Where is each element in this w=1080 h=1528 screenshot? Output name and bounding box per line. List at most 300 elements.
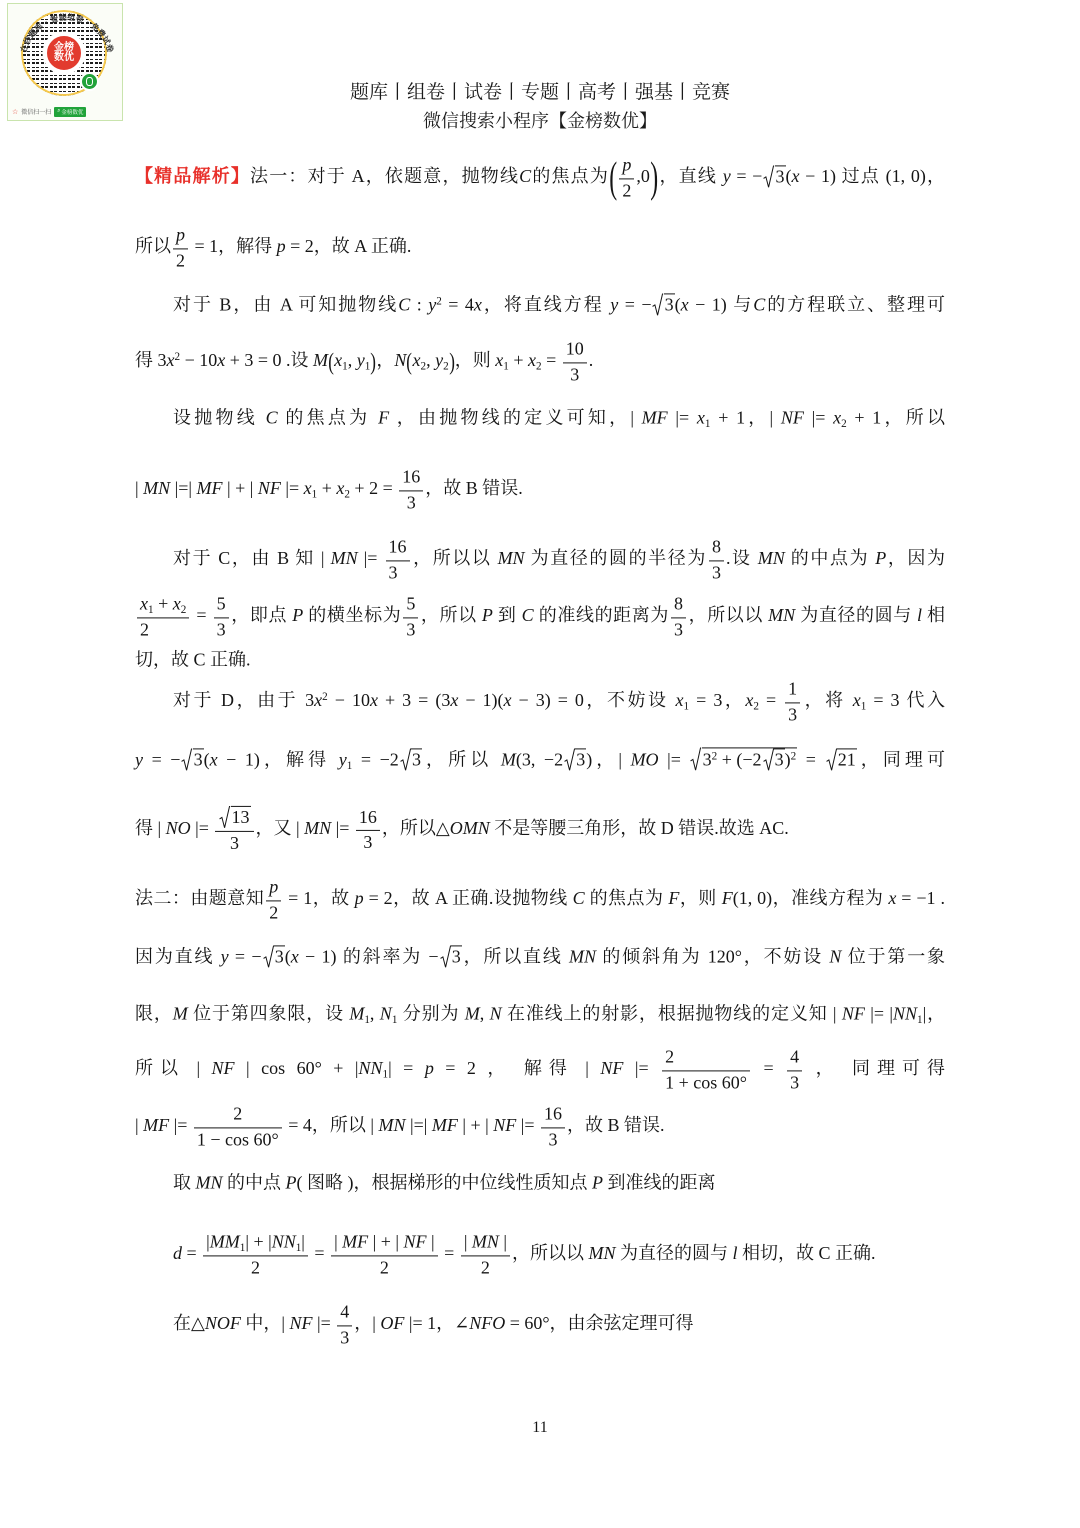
text-run: + — [317, 478, 337, 499]
text-run: + (−2 — [717, 749, 762, 770]
math-variable: x — [336, 478, 345, 499]
fraction-denominator — [214, 618, 229, 641]
text-run: = 2，故 A 正确.设抛物线 — [363, 888, 573, 909]
text-run: 在△ — [173, 1313, 205, 1334]
text-run: |= — [667, 407, 697, 428]
math-variable: P — [285, 1172, 297, 1193]
fraction — [461, 1231, 510, 1278]
subscript: 1 — [148, 603, 154, 616]
subscript: 1 — [704, 417, 711, 430]
text-run: |=| — [170, 478, 197, 499]
text-run: − 1)，解得 — [217, 749, 339, 770]
text-run: = — [182, 1243, 202, 1264]
text-run: 3 — [790, 1072, 800, 1092]
fraction — [541, 1103, 565, 1150]
text-run: 的中点 — [222, 1172, 286, 1193]
math-variable: OMN — [449, 818, 490, 839]
text-run: 3 — [673, 619, 683, 639]
text-run: . — [588, 350, 594, 371]
text-run: ( — [284, 946, 291, 967]
math-variable: NF — [600, 1058, 624, 1079]
fraction — [356, 806, 380, 853]
math-variable: x — [791, 166, 800, 187]
subscript: 1 — [382, 1068, 389, 1081]
fraction-denominator — [399, 491, 423, 514]
math-variable: NN — [358, 1058, 383, 1079]
subscript: 2 — [420, 360, 427, 373]
text-run: | — [301, 1231, 305, 1252]
square-root — [690, 747, 797, 771]
text-run: = 2，故 A 正确. — [285, 236, 412, 257]
math-variable: y — [356, 350, 365, 371]
radicand — [411, 748, 422, 771]
text-run: − 10 — [327, 690, 370, 711]
text-run: − 1) 过点 (1, 0)， — [799, 166, 946, 187]
math-variable: p — [354, 888, 364, 909]
math-variable: NOF — [204, 1313, 241, 1334]
math-variable: x — [675, 690, 684, 711]
solution-paragraph — [135, 876, 945, 923]
radical-sign-icon — [763, 165, 774, 188]
fraction-numerator — [331, 1231, 438, 1256]
text-run: ，所以以 — [411, 548, 498, 569]
solution-paragraph — [135, 1046, 945, 1093]
radicand — [775, 165, 786, 188]
text-run: 的焦点为 — [584, 888, 669, 909]
subscript: 2 — [753, 700, 759, 713]
math-variable: MN — [330, 548, 358, 569]
text-run: : — [410, 294, 429, 315]
square-root — [181, 748, 203, 771]
math-variable: OF — [380, 1313, 405, 1334]
text-run: = — [751, 1058, 786, 1079]
subscript: 1 — [239, 1241, 246, 1254]
text-run: (1, 0)，准线方程为 — [732, 888, 889, 909]
radical-stroke — [826, 749, 837, 770]
text-run: ，所以直线 — [461, 946, 569, 967]
math-variable: x — [166, 350, 175, 371]
fraction — [331, 1231, 438, 1278]
radicand — [231, 806, 251, 829]
text-run: 取 — [173, 1172, 196, 1193]
text-run: |= — [516, 1115, 539, 1136]
superscript: 2 — [174, 351, 181, 363]
bracket: ( — [406, 348, 413, 376]
text-run: + 3 = 0 .设 — [225, 350, 314, 371]
text-run: 的中点为 — [784, 548, 876, 569]
superscript: 2 — [322, 691, 328, 703]
fraction — [662, 1046, 750, 1093]
solution-paragraph — [135, 747, 945, 772]
solution-paragraph — [135, 944, 945, 969]
text-run: 得 | — [135, 818, 166, 839]
text-run: 对于 B，由 A 可知抛物线 — [173, 294, 399, 315]
radical-sign-icon — [690, 747, 701, 771]
text-run: + 3 = (3 — [377, 690, 451, 711]
text-run: 所以 — [135, 236, 171, 257]
math-variable: p — [622, 154, 632, 175]
fraction-denominator — [331, 1256, 438, 1279]
text-run: | cos 60° + | — [234, 1058, 359, 1079]
solution-paragraph — [173, 405, 945, 430]
math-variable: x — [473, 294, 482, 315]
fraction — [619, 154, 634, 201]
text-run: 位于第四象限，设 — [187, 1003, 350, 1024]
text-run: ，则 — [454, 350, 496, 371]
text-run: 2 — [480, 1257, 490, 1277]
math-variable: x — [527, 350, 536, 371]
radical-sign-icon — [181, 748, 192, 771]
text-run: 1 — [788, 678, 798, 699]
bracket: ) — [370, 348, 377, 376]
math-variable: N — [829, 946, 842, 967]
fraction-numerator — [214, 593, 229, 618]
text-run: ,0 — [636, 166, 650, 187]
math-variable: N — [394, 350, 407, 371]
math-variable: MF — [431, 1115, 458, 1136]
fraction — [215, 806, 253, 854]
text-run: − 1) 的斜率为 − — [298, 946, 439, 967]
fraction — [671, 593, 686, 640]
text-run: 16 — [543, 1103, 562, 1124]
text-run: − 1)( — [458, 690, 504, 711]
subscript: 1 — [342, 360, 348, 373]
text-run: = −2 — [352, 749, 399, 770]
text-run: ，又 | — [255, 818, 305, 839]
radical-sign-icon — [400, 748, 411, 771]
text-run: | — [498, 1231, 508, 1252]
text-run: + 1，所以 — [846, 407, 945, 428]
text-run: )，| — [586, 749, 631, 770]
fraction-numerator — [662, 1046, 750, 1071]
text-run: ，因为 — [886, 548, 946, 569]
fraction — [337, 1301, 352, 1348]
text-run: 到准线的距离 — [603, 1172, 716, 1193]
text-run: 因为直线 — [135, 946, 221, 967]
text-run: + — [153, 593, 173, 614]
text-run: 相 — [921, 605, 946, 626]
text-run: = − — [730, 166, 763, 187]
text-run: 3 — [216, 619, 226, 639]
text-run: 法一：对于 A，依题意，抛物线 — [250, 166, 520, 187]
header-mini-program-text: 微信搜索小程序【金榜数优】 — [423, 111, 657, 131]
text-run: 2 — [665, 1046, 675, 1067]
text-run: − 1) 与 — [688, 294, 754, 315]
fraction — [709, 536, 724, 583]
math-variable: NF — [257, 478, 281, 499]
math-variable: x — [852, 690, 861, 711]
fraction — [137, 593, 189, 640]
radical-stroke — [182, 749, 193, 770]
math-variable: x — [209, 749, 218, 770]
fraction-numerator — [403, 593, 418, 618]
text-run: | — [463, 1231, 472, 1252]
text-run: 相切，故 C 正确. — [737, 1243, 876, 1264]
text-run: 对于 C，由 B 知 | — [173, 548, 331, 569]
math-variable: y — [220, 946, 229, 967]
fraction — [194, 1103, 282, 1150]
math-variable: x — [888, 888, 897, 909]
fraction-denominator — [403, 618, 418, 641]
math-variable: NF — [289, 1313, 313, 1334]
fraction-numerator — [785, 678, 800, 703]
math-variable: p — [269, 876, 279, 897]
text-run: 3 — [193, 749, 203, 770]
text-run: 16 — [402, 466, 421, 487]
fraction-denominator — [619, 179, 634, 202]
large-bracket: ) — [650, 154, 659, 202]
math-variable: y — [435, 350, 444, 371]
fraction-numerator — [709, 536, 724, 561]
text-run: + — [508, 350, 528, 371]
text-run: = 4，所以 | — [283, 1115, 379, 1136]
subscript: 1 — [391, 1013, 398, 1026]
math-variable: MN — [569, 946, 596, 967]
text-run: ( — [674, 294, 681, 315]
math-variable: x — [495, 350, 504, 371]
fraction-denominator — [203, 1256, 308, 1279]
fraction-denominator — [662, 1071, 750, 1094]
text-run: 3 — [411, 749, 421, 770]
fraction-numerator — [541, 1103, 565, 1128]
solution-paragraph — [173, 678, 945, 725]
fraction — [386, 536, 410, 583]
text-run: 3 — [711, 562, 721, 582]
text-run: 3 — [775, 166, 785, 187]
text-run: ， 同理可得 — [804, 1058, 945, 1079]
square-root — [763, 165, 785, 188]
text-run: = 4 — [441, 294, 474, 315]
text-run: ，由抛物线的定义可知，| — [389, 407, 642, 428]
star-icon: ☆ — [12, 107, 19, 116]
text-run: 2 — [140, 619, 149, 639]
text-run: 3 — [363, 832, 373, 852]
text-run: ，则 — [679, 888, 722, 909]
text-run: |= — [357, 548, 384, 569]
math-variable: MM — [209, 1231, 240, 1252]
text-run: 3 — [451, 946, 461, 967]
text-run: 的焦点为 — [277, 407, 379, 428]
radical-stroke — [763, 749, 774, 770]
math-variable: x — [334, 350, 343, 371]
math-variable: y — [428, 294, 437, 315]
fraction-numerator — [194, 1103, 282, 1128]
text-run: , — [369, 1003, 380, 1024]
math-variable: M — [500, 749, 516, 770]
fraction-denominator — [356, 831, 380, 854]
fraction-denominator — [787, 1071, 802, 1094]
text-run: 3 — [340, 1327, 350, 1347]
text-run: 8 — [673, 593, 683, 614]
text-run: 到 — [492, 605, 522, 626]
text-run: ，同理可 — [856, 749, 945, 770]
text-run: = 60°，由余弦定理可得 — [505, 1313, 694, 1334]
fraction — [173, 224, 188, 271]
text-run: 为直径的圆与 — [615, 1243, 733, 1264]
text-run: 法二：由题意知 — [135, 888, 265, 909]
math-variable: NN — [893, 1003, 918, 1024]
math-variable: x — [680, 294, 689, 315]
text-run: (3, −2 — [515, 749, 564, 770]
superscript: 2 — [711, 750, 718, 763]
text-run: 为直径的圆与 — [795, 605, 917, 626]
text-run: .设 — [725, 548, 758, 569]
math-variable: M — [172, 1003, 188, 1024]
math-variable: l — [916, 605, 922, 626]
radical-stroke — [400, 749, 411, 770]
fraction-numerator — [399, 466, 423, 491]
text-run: 的方程联立、整理可 — [765, 294, 946, 315]
math-variable: y — [338, 749, 347, 770]
fraction-numerator — [671, 593, 686, 618]
subscript: 1 — [683, 700, 690, 713]
fraction-numerator — [337, 1301, 352, 1326]
radical-stroke — [263, 946, 274, 967]
radicand — [193, 748, 204, 771]
superscript: 2 — [436, 295, 442, 308]
text-run: 不是等腰三角形，故 D 错误.故选 AC. — [489, 818, 789, 839]
text-run: |= — [169, 1115, 192, 1136]
square-root — [652, 293, 674, 316]
math-variable: x — [140, 593, 148, 614]
logo-text-line2: 数优 — [54, 52, 74, 63]
math-variable: P — [481, 605, 493, 626]
text-run: 3 — [570, 364, 580, 384]
text-run: |=| — [405, 1115, 432, 1136]
fraction-numerator — [137, 593, 189, 618]
fraction-denominator — [266, 901, 281, 924]
text-run: 1 − cos 60° — [196, 1129, 279, 1149]
math-variable: P — [292, 605, 304, 626]
solution-paragraph — [135, 338, 945, 385]
math-variable: NF — [493, 1115, 517, 1136]
text-run: 16 — [358, 806, 377, 827]
solution-paragraph — [135, 224, 945, 271]
subscript: 2 — [180, 603, 187, 616]
math-variable: NFO — [469, 1313, 506, 1334]
subscript: 1 — [503, 360, 509, 373]
fraction-denominator — [709, 561, 724, 584]
text-run: | — [334, 1231, 343, 1252]
text-run: 5 — [406, 593, 416, 614]
math-variable: N — [489, 1003, 502, 1024]
fraction-numerator — [215, 806, 253, 832]
text-run: | — [426, 1231, 435, 1252]
text-run: 为直径的圆的半径为 — [524, 548, 707, 569]
math-variable: x — [314, 690, 323, 711]
text-run: = — [309, 1243, 330, 1264]
solution-paragraph — [135, 1103, 945, 1150]
math-variable: NO — [165, 818, 191, 839]
text-run: 所以 | — [135, 1058, 212, 1079]
square-root — [440, 945, 462, 968]
fraction-denominator — [563, 363, 587, 386]
text-run: 3 — [774, 749, 784, 770]
solution-paragraph — [173, 1170, 945, 1195]
text-run: ，将直线方程 — [481, 294, 611, 315]
math-variable: MN — [471, 1231, 499, 1252]
fraction-denominator — [173, 249, 188, 272]
solution-paragraph — [135, 647, 945, 672]
text-run: 13 — [231, 806, 250, 827]
text-run: 1 + cos 60° — [665, 1072, 747, 1092]
subscript: 2 — [535, 360, 542, 373]
math-variable: y — [135, 749, 143, 770]
text-run: | + | — [222, 478, 258, 499]
radical-stroke — [220, 806, 231, 827]
bracket: ) — [448, 348, 455, 376]
text-run: = — [439, 1243, 459, 1264]
text-run: = — [758, 690, 784, 711]
math-variable: MN — [195, 1172, 223, 1193]
solution-paragraph — [173, 536, 945, 583]
text-run: | — [135, 1115, 144, 1136]
radical-sign-icon — [219, 806, 230, 829]
text-run: |= — [190, 818, 214, 839]
text-run: 3 — [702, 749, 712, 770]
text-run: 2 — [176, 250, 185, 270]
math-variable: x — [369, 690, 378, 711]
math-variable: x — [217, 350, 226, 371]
fraction-numerator — [203, 1231, 308, 1256]
search-icon: ⌕ — [57, 108, 61, 114]
text-run: = 1，解得 — [190, 236, 277, 257]
text-run: 3 — [388, 562, 398, 582]
subscript: 1 — [311, 488, 318, 501]
subscript: 1 — [860, 700, 867, 713]
text-run: 4 — [340, 1301, 350, 1322]
math-variable: x — [450, 690, 459, 711]
radicand — [702, 747, 798, 771]
math-variable: F — [668, 888, 680, 909]
math-variable: p — [176, 224, 185, 245]
fraction — [399, 466, 423, 513]
math-variable: MN — [757, 548, 785, 569]
text-run: − 3) = 0，不妨设 — [511, 690, 676, 711]
text-run: ( — [785, 166, 792, 187]
radicand — [274, 945, 285, 968]
text-run: 3 — [274, 946, 284, 967]
radical-stroke — [440, 946, 451, 967]
scan-label: 微信扫一扫 — [21, 109, 52, 116]
fraction-denominator — [461, 1256, 510, 1279]
math-variable: MN — [378, 1115, 406, 1136]
radical-sign-icon — [763, 748, 774, 771]
radical-stroke — [653, 294, 664, 315]
text-run: | + | — [245, 1231, 272, 1252]
math-variable: P — [875, 548, 887, 569]
solution-paragraph — [173, 292, 945, 317]
fraction-numerator — [173, 224, 188, 249]
text-run: 2 — [233, 1103, 243, 1124]
text-run: ，即点 — [230, 605, 293, 626]
square-root — [763, 748, 785, 771]
radical-sign-icon — [263, 945, 274, 968]
radicand — [451, 945, 462, 968]
math-variable: NF — [841, 1003, 865, 1024]
math-variable: x — [172, 593, 181, 614]
subscript: 2 — [344, 488, 350, 501]
text-run: | — [135, 478, 144, 499]
text-run: 的倾斜角为 120°，不妨设 — [596, 946, 830, 967]
text-run: 4 — [790, 1046, 800, 1067]
radical-stroke — [764, 166, 775, 187]
text-run: | + | — [368, 1231, 404, 1252]
math-variable: MO — [630, 749, 659, 770]
fraction-denominator — [386, 561, 410, 584]
fraction — [785, 678, 800, 725]
text-run: |= — [803, 407, 834, 428]
